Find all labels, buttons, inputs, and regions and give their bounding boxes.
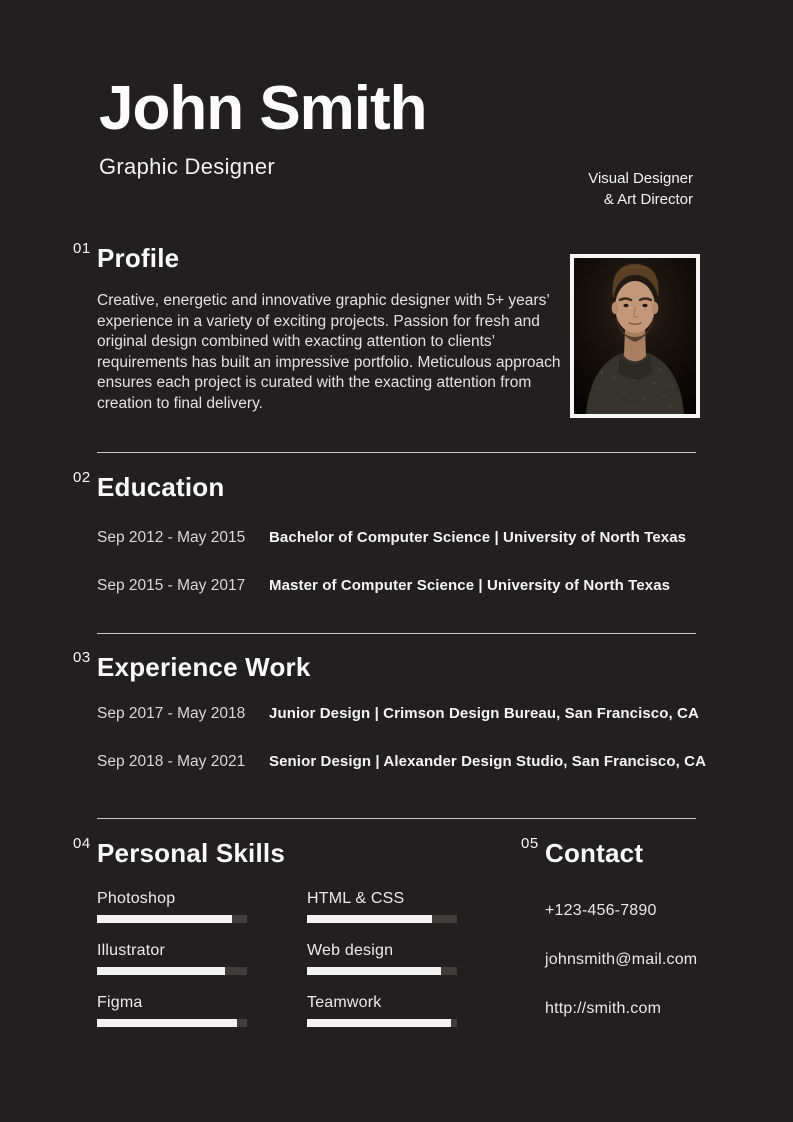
skill-bar-fill [97,1019,237,1027]
education-date: Sep 2012 - May 2015 [97,529,246,546]
section-number-profile: 01 [73,240,91,257]
skill-bar-fill [97,915,232,923]
section-skills [73,835,457,1027]
section-number-experience: 03 [73,649,91,666]
section-title-profile: Profile [97,243,180,273]
experience-date: Sep 2017 - May 2018 [97,705,246,722]
skill-bar [307,1019,457,1027]
section-skills-head [73,835,457,868]
education-detail: Master of Computer Science | University of North Texas [269,577,671,594]
skill-label: Photoshop [97,890,176,907]
skill-bar-fill [307,967,441,975]
skill-bar-fill [307,1019,451,1027]
header [99,76,427,180]
skill-item [307,993,457,1027]
education-row [97,576,686,596]
education-detail: Bachelor of Computer Science | University of North Texas [269,529,687,546]
section-education [73,469,687,596]
person-name: John Smith [99,74,427,143]
section-number-skills: 04 [73,835,91,852]
profile-text: Creative, energetic and innovative graphic designer with 5+ years’ experience in a variety of exciting projects. Passion for fresh and original design combined with exacting attention to clients’ requirements has built an impressive portfolio. Meticulous approach ensures each project is curated with the exacting attention from creation to final delivery. [97,292,561,412]
section-experience [73,649,707,772]
section-profile-head [73,240,567,273]
experience-date: Sep 2018 - May 2021 [97,753,246,770]
skill-bar [307,967,457,975]
tagline-line-1: Visual Designer [588,170,693,187]
education-rows [97,528,686,596]
skill-label: Figma [97,994,143,1011]
experience-detail: Junior Design | Crimson Design Bureau, San Francisco, CA [269,705,699,722]
skill-label: HTML & CSS [307,890,405,907]
skill-item [97,993,247,1027]
skill-item [307,889,457,923]
skill-bar [97,915,247,923]
section-contact-head [521,835,697,868]
contact-list [545,901,697,1019]
experience-row [97,752,706,772]
experience-rows [97,704,706,772]
education-date: Sep 2015 - May 2017 [97,577,246,594]
section-title-education: Education [97,472,225,502]
skill-item [307,941,457,975]
skill-item [97,889,247,923]
tagline-line-2: & Art Director [603,191,693,208]
skill-label: Web design [307,942,394,959]
skill-bar [97,1019,247,1027]
skill-bar-fill [307,915,432,923]
divider [97,818,696,819]
skill-bar [97,967,247,975]
divider [97,633,696,634]
contact-website: http://smith.com [545,1000,662,1017]
experience-row [97,704,706,724]
skills-grid [97,889,457,1027]
profile-photo [570,254,700,418]
section-education-head [73,469,686,502]
skill-item [97,941,247,975]
person-job-title: Graphic Designer [99,154,275,179]
tagline [588,168,693,210]
section-title-experience: Experience Work [97,652,311,682]
section-contact [521,835,698,1048]
education-row [97,528,686,548]
skill-label: Illustrator [97,942,165,959]
contact-email: johnsmith@mail.com [545,951,698,968]
section-profile [73,240,567,415]
experience-detail: Senior Design | Alexander Design Studio, San Francisco, CA [269,753,707,770]
section-title-skills: Personal Skills [97,838,285,868]
contact-phone: +123-456-7890 [545,902,657,919]
skill-bar-fill [97,967,225,975]
section-number-education: 02 [73,469,91,486]
section-number-contact: 05 [521,835,539,852]
section-experience-head [73,649,706,682]
skill-label: Teamwork [307,994,382,1011]
divider [97,452,696,453]
skill-bar [307,915,457,923]
section-title-contact: Contact [545,838,644,868]
portrait-illustration [574,258,696,414]
